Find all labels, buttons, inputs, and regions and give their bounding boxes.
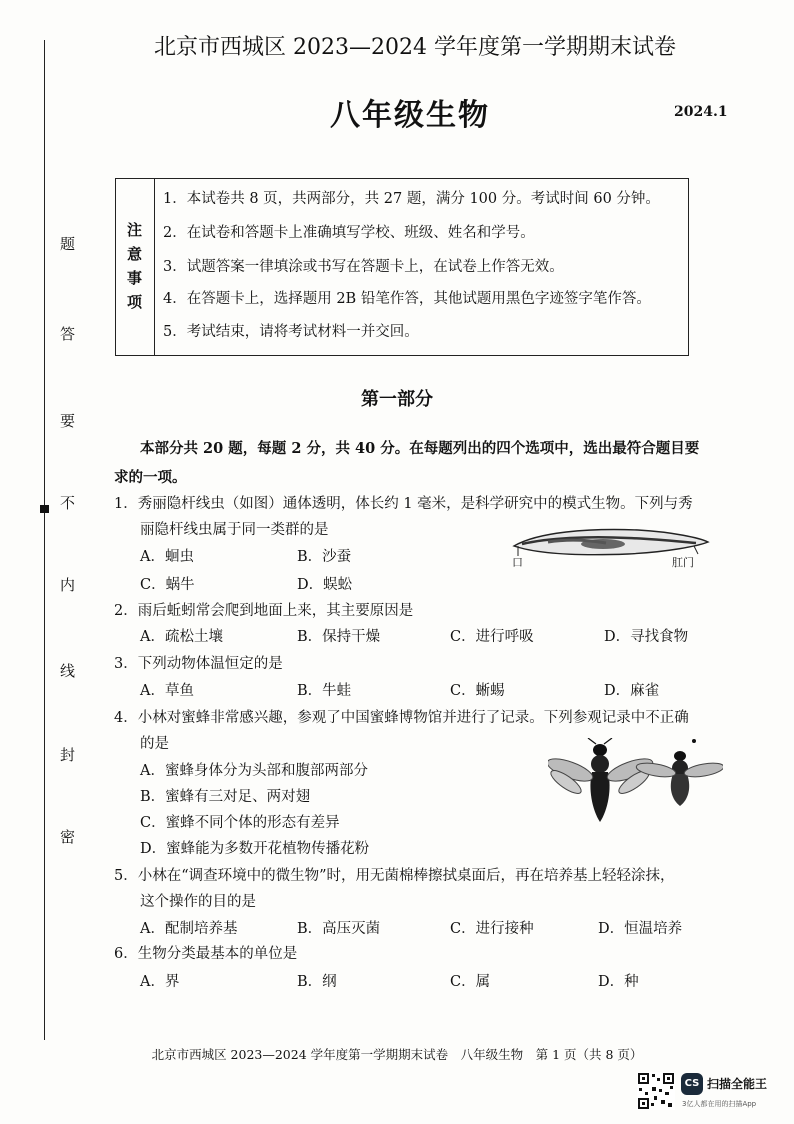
seal-line: [44, 40, 45, 1040]
question-stem: 5．小林在“调查环境中的微生物”时，用无菌棉棒擦拭桌面后，再在培养基上轻轻涂抹，: [114, 868, 675, 884]
exam-subtitle: 八年级生物: [330, 98, 490, 133]
notice-label: [116, 179, 155, 355]
seal-char: 密: [60, 828, 76, 846]
question-stem: 2．雨后蚯蚓常会爬到地面上来，其主要原因是: [114, 603, 414, 619]
option: A．草鱼: [140, 683, 194, 699]
option: C．蜗牛: [140, 577, 195, 593]
seal-char: 封: [60, 746, 76, 764]
camscanner-tagline: 3亿人都在用的扫描App: [682, 1100, 757, 1108]
notice-item: 2．在试卷和答题卡上准确填写学校、班级、姓名和学号。: [163, 225, 535, 241]
option: D．蜜蜂能为多数开花植物传播花粉: [140, 841, 370, 857]
option: D．麻雀: [604, 683, 660, 699]
question-stem: 4．小林对蜜蜂非常感兴趣，参观了中国蜜蜂博物馆并进行了记录。下列参观记录中不正确: [114, 710, 689, 726]
camscanner-name: 扫描全能王: [707, 1077, 768, 1091]
option: D．寻找食物: [604, 629, 689, 645]
seal-char: 不: [60, 494, 76, 512]
option: A．蜜蜂身体分为头部和腹部两部分: [140, 763, 368, 779]
option: B．保持干燥: [297, 629, 381, 645]
option: B．纲: [297, 974, 337, 990]
option: C．进行接种: [450, 921, 534, 937]
bee-figure: [548, 738, 723, 830]
figure-label-anus: 肛门: [672, 556, 694, 569]
notice-label-char: 意: [127, 245, 143, 263]
option: B．沙蚕: [297, 549, 352, 565]
question-stem: 3．下列动物体温恒定的是: [114, 656, 283, 672]
section-instructions: 求的一项。: [114, 469, 187, 486]
notice-label-char: 项: [127, 293, 143, 311]
notice-box: [115, 178, 689, 356]
seal-char: 答: [60, 325, 76, 343]
figure-label-mouth: 口: [512, 556, 523, 569]
question-stem: 1．秀丽隐杆线虫（如图）通体透明，体长约 1 毫米，是科学研究中的模式生物。下列与秀: [114, 496, 693, 512]
option: D．蜈蚣: [297, 577, 353, 593]
seal-char: 线: [60, 662, 76, 680]
option: B．高压灭菌: [297, 921, 381, 937]
option: A．界: [140, 974, 180, 990]
seal-char: 要: [60, 412, 76, 430]
page-footer: 北京市西城区 2023—2024 学年度第一学期期末试卷 八年级生物 第 1 页（共 8 页）: [151, 1047, 643, 1062]
option: D．种: [598, 974, 639, 990]
seal-char: 题: [60, 235, 76, 253]
section-title: 第一部分: [361, 389, 433, 410]
question-stem: 的是: [140, 736, 169, 752]
camscanner-logo: CS: [681, 1073, 703, 1095]
option: A．配制培养基: [140, 921, 238, 937]
notice-item: 3．试题答案一律填涂或书写在答题卡上，在试卷上作答无效。: [163, 259, 564, 275]
exam-title: 北京市西城区 2023—2024 学年度第一学期期末试卷: [154, 35, 676, 60]
question-stem: 这个操作的目的是: [140, 894, 256, 910]
option: C．蜜蜂不同个体的形态有差异: [140, 815, 340, 831]
option: A．蛔虫: [140, 549, 194, 565]
notice-item: 4．在答题卡上，选择题用 2B 铅笔作答，其他试题用黑色字迹签字笔作答。: [163, 291, 651, 307]
option: A．疏松土壤: [140, 629, 223, 645]
option: C．进行呼吸: [450, 629, 534, 645]
qr-code-icon: [637, 1072, 675, 1110]
notice-item: 1．本试卷共 8 页，共两部分，共 27 题，满分 100 分。考试时间 60 分钟。: [163, 191, 660, 207]
notice-label-char: 事: [127, 269, 143, 287]
section-instructions: 本部分共 20 题，每题 2 分，共 40 分。在每题列出的四个选项中，选出最符合题目要: [140, 440, 700, 457]
option: C．蜥蜴: [450, 683, 505, 699]
notice-item: 5．考试结束，请将考试材料一并交回。: [163, 324, 419, 340]
option: D．恒温培养: [598, 921, 683, 937]
seal-char: 内: [60, 576, 76, 594]
option: B．蜜蜂有三对足、两对翅: [140, 789, 311, 805]
question-stem: 丽隐杆线虫属于同一类群的是: [140, 522, 329, 538]
seal-mark: [40, 505, 49, 513]
option: C．属: [450, 974, 491, 990]
question-stem: 6．生物分类最基本的单位是: [114, 946, 298, 962]
exam-date: 2024.1: [674, 104, 728, 120]
option: B．牛蛙: [297, 683, 352, 699]
notice-label-char: 注: [127, 221, 143, 239]
